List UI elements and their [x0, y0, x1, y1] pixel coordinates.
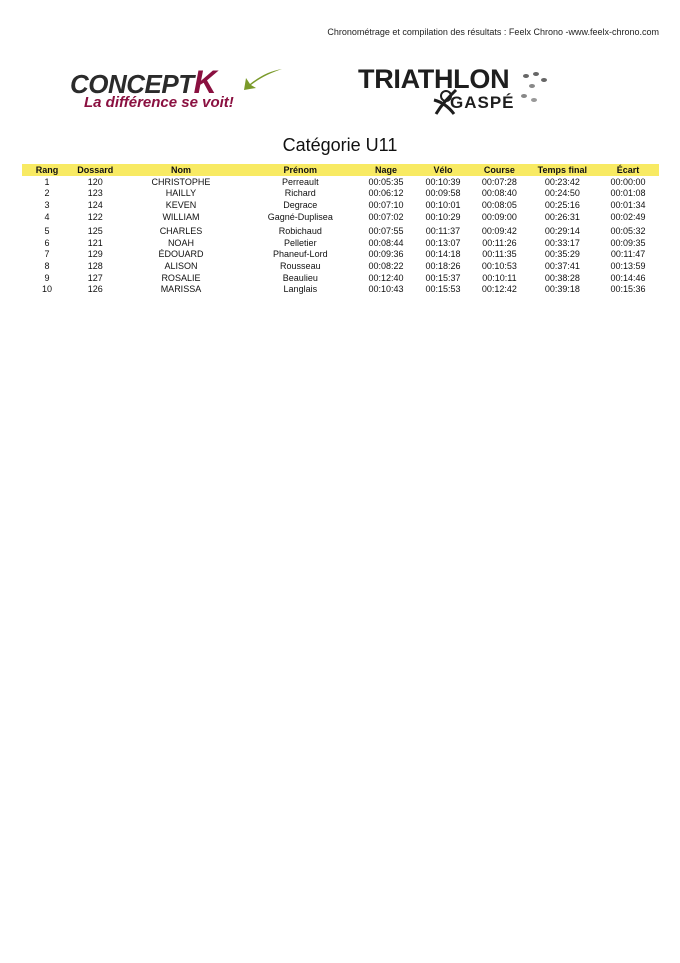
- cell-ecart: 00:02:49: [610, 211, 646, 222]
- cell-nage: 00:12:40: [368, 272, 404, 283]
- cell-course: 00:08:40: [481, 188, 517, 199]
- cell-course: 00:12:42: [481, 284, 517, 295]
- cell-ecart: 00:01:08: [610, 188, 646, 199]
- table-row: [22, 176, 659, 188]
- cell-nom: ROSALIE: [161, 272, 201, 283]
- table-row: [22, 249, 659, 261]
- cell-nom: MARISSA: [160, 284, 202, 295]
- cell-ecart: 00:00:00: [610, 176, 646, 187]
- table-row: [22, 237, 659, 249]
- cell-nom: NOAH: [167, 237, 194, 248]
- cell-dossard: 125: [87, 226, 103, 237]
- cell-rang: 9: [44, 272, 50, 283]
- cell-rang: 6: [44, 237, 50, 248]
- concept-k-letter: K: [193, 64, 217, 100]
- cell-temps-final: 00:25:16: [544, 199, 580, 210]
- cell-temps-final: 00:39:18: [544, 284, 580, 295]
- header-course: Course: [471, 164, 527, 176]
- triathlon-subtitle: GASPÉ: [450, 93, 515, 112]
- cell-prenom: Perreault: [282, 176, 319, 187]
- cell-velo: 00:10:39: [425, 176, 461, 187]
- header-velo: Vélo: [415, 164, 471, 176]
- cell-prenom: Langlais: [283, 284, 318, 295]
- cell-prenom: Gagné-Duplisea: [267, 211, 333, 222]
- cell-rang: 1: [44, 176, 50, 187]
- cell-ecart: 00:15:36: [610, 284, 646, 295]
- header-rang: Rang: [22, 164, 72, 176]
- cell-nage: 00:08:44: [368, 237, 404, 248]
- category-title: Catégorie U11: [282, 135, 398, 155]
- cell-course: 00:11:26: [482, 237, 517, 248]
- cell-rang: 2: [44, 188, 50, 199]
- triathlon-gaspe-logo: [358, 64, 558, 120]
- cell-rang: 7: [44, 249, 50, 260]
- cell-temps-final: 00:26:31: [544, 211, 580, 222]
- cell-rang: 10: [41, 284, 52, 295]
- results-table: [22, 164, 659, 295]
- swoosh-arrow-icon: [242, 66, 284, 92]
- cell-ecart: 00:11:47: [610, 249, 646, 260]
- cell-dossard: 126: [87, 284, 103, 295]
- table-row: [22, 283, 659, 295]
- cell-nom: CHRISTOPHE: [151, 176, 211, 187]
- cell-course: 00:07:28: [481, 176, 517, 187]
- cell-nage: 00:05:35: [368, 176, 404, 187]
- cell-temps-final: 00:38:28: [544, 272, 580, 283]
- cell-prenom: Pelletier: [284, 237, 317, 248]
- cell-prenom: Robichaud: [278, 226, 322, 237]
- table-header-row: [22, 164, 659, 176]
- concept-k-logo: [70, 64, 284, 120]
- cell-velo: 00:14:18: [425, 249, 461, 260]
- cell-temps-final: 00:35:29: [544, 249, 580, 260]
- cell-velo: 00:15:37: [425, 272, 461, 283]
- cell-velo: 00:15:53: [425, 284, 461, 295]
- cell-dossard: 127: [87, 272, 103, 283]
- footprints-icon: [518, 70, 554, 104]
- cell-velo: 00:10:29: [425, 211, 461, 222]
- table-row: [22, 188, 659, 200]
- cell-dossard: 124: [87, 199, 103, 210]
- header-nage: Nage: [357, 164, 415, 176]
- cell-prenom: Beaulieu: [282, 272, 318, 283]
- cell-ecart: 00:05:32: [610, 226, 646, 237]
- cell-nom: WILLIAM: [162, 211, 200, 222]
- cell-temps-final: 00:37:41: [544, 260, 580, 271]
- cell-nom: KEVEN: [165, 199, 197, 210]
- header-prenom: Prénom: [243, 164, 357, 176]
- cell-prenom: Degrace: [283, 199, 318, 210]
- table-row: [22, 211, 659, 223]
- cell-velo: 00:10:01: [425, 199, 461, 210]
- concept-word: CONCEPT: [70, 69, 194, 99]
- cell-nage: 00:07:02: [368, 211, 404, 222]
- cell-dossard: 128: [87, 260, 103, 271]
- concept-k-tagline: La différence se voit!: [84, 94, 234, 111]
- table-row: [22, 260, 659, 272]
- cell-nom: ÉDOUARD: [158, 249, 204, 260]
- cell-dossard: 123: [87, 188, 103, 199]
- cell-ecart: 00:09:35: [610, 237, 646, 248]
- cell-dossard: 121: [87, 237, 103, 248]
- cell-prenom: Phaneuf-Lord: [273, 249, 328, 260]
- cell-nom: CHARLES: [159, 226, 203, 237]
- cell-course: 00:10:53: [481, 260, 517, 271]
- cell-rang: 5: [44, 226, 50, 237]
- cell-velo: 00:13:07: [425, 237, 461, 248]
- cell-nage: 00:10:43: [368, 284, 404, 295]
- table-row: [22, 272, 659, 284]
- cell-course: 00:09:00: [481, 211, 517, 222]
- cell-course: 00:09:42: [481, 226, 517, 237]
- cell-temps-final: 00:24:50: [544, 188, 580, 199]
- cell-dossard: 129: [87, 249, 103, 260]
- cell-velo: 00:09:58: [425, 188, 461, 199]
- cell-ecart: 00:14:46: [610, 272, 646, 283]
- header-ecart: Écart: [597, 164, 659, 176]
- table-row: [22, 199, 659, 211]
- cell-course: 00:10:11: [482, 272, 517, 283]
- header-dossard: Dossard: [72, 164, 119, 176]
- cell-nage: 00:06:12: [368, 188, 404, 199]
- cell-temps-final: 00:23:42: [544, 176, 580, 187]
- cell-dossard: 120: [87, 176, 103, 187]
- cell-temps-final: 00:29:14: [544, 226, 580, 237]
- cell-ecart: 00:13:59: [610, 260, 646, 271]
- cell-course: 00:08:05: [481, 199, 517, 210]
- cell-dossard: 122: [87, 211, 103, 222]
- credit-line: Chronométrage et compilation des résultats : Feelx Chrono -www.feelx-chrono.com: [327, 27, 659, 37]
- header-temps-final: Temps final: [528, 164, 597, 176]
- cell-nom: HAILLY: [165, 188, 197, 199]
- cell-nage: 00:07:55: [368, 226, 404, 237]
- cell-rang: 8: [44, 260, 50, 271]
- cell-velo: 00:18:26: [425, 260, 461, 271]
- cell-rang: 4: [44, 211, 50, 222]
- triathlon-wordmark: TRIATHLON: [358, 64, 510, 94]
- cell-prenom: Rousseau: [280, 260, 321, 271]
- cell-rang: 3: [44, 199, 50, 210]
- cell-temps-final: 00:33:17: [544, 237, 580, 248]
- table-row: [22, 222, 659, 237]
- cell-ecart: 00:01:34: [610, 199, 646, 210]
- cell-course: 00:11:35: [482, 249, 517, 260]
- header-nom: Nom: [119, 164, 244, 176]
- cell-prenom: Richard: [284, 188, 316, 199]
- cell-velo: 00:11:37: [425, 226, 461, 237]
- cell-nom: ALISON: [164, 260, 198, 271]
- cell-nage: 00:08:22: [368, 260, 404, 271]
- cell-nage: 00:09:36: [368, 249, 404, 260]
- cell-nage: 00:07:10: [368, 199, 404, 210]
